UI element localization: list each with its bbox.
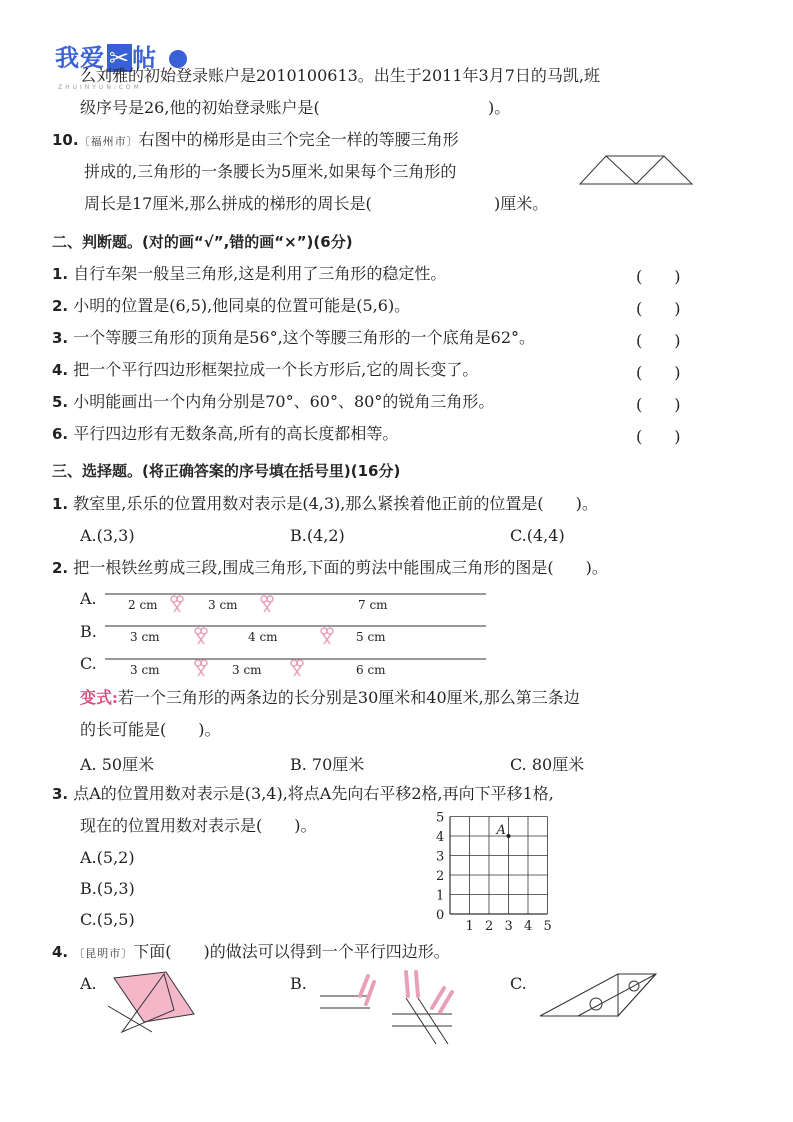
point-a xyxy=(507,834,511,838)
scissors-icon xyxy=(291,660,303,676)
wire-cut-figure xyxy=(100,590,490,685)
grid-x-tick: 5 xyxy=(543,919,552,933)
q9-line2-end: )。 xyxy=(488,98,511,117)
scissors-icon xyxy=(171,596,183,612)
q4-figure-c xyxy=(538,970,660,1020)
pink-sticks xyxy=(360,972,452,1012)
trapezoid-inner-right xyxy=(636,156,664,184)
watermark-sub: ZHUINYUN.COM xyxy=(58,84,142,91)
seg-b1-label: 3 cm xyxy=(130,630,160,644)
q10-line2: 拼成的,三角形的一条腰长为5厘米,如果每个三角形的 xyxy=(84,162,457,181)
seg-a2-label: 3 cm xyxy=(208,598,238,612)
point-a-label: A xyxy=(496,823,506,838)
q10-tag: 〔福州市〕 xyxy=(78,135,139,148)
section2-title: 二、判断题。(对的画“√”,错的画“×”)(6分) xyxy=(52,233,353,251)
answer-blank[interactable]: ( ) xyxy=(636,427,681,446)
watermark-logo: 我爱 ✂帖 xyxy=(55,38,187,73)
s3-q1-text: 1. 教室里,乐乐的位置用数对表示是(4,3),那么紧挨着他正前的位置是( )。 xyxy=(52,494,598,513)
seg-b2-label: 4 cm xyxy=(248,630,278,644)
judge-item: 6. 平行四边形有无数条高,所有的高长度都相等。 xyxy=(52,424,399,443)
q9-line2: 级序号是26,他的初始登录账户是( xyxy=(80,98,320,117)
seg-c1-label: 3 cm xyxy=(130,663,160,677)
grid-y-tick: 1 xyxy=(436,888,445,904)
scissors-icon xyxy=(321,628,333,644)
s3-q2-row-b-label: B. xyxy=(80,622,97,641)
q10-line3-end: )厘米。 xyxy=(494,194,549,213)
s3-q3-option-b: B.(5,3) xyxy=(80,879,135,898)
grid-y-tick: 4 xyxy=(436,830,445,845)
grid-x-tick: 1 xyxy=(465,919,474,933)
scissors-icon xyxy=(261,596,273,612)
grid-y-tick: 3 xyxy=(436,849,445,865)
trapezoid-inner-left xyxy=(606,156,636,184)
answer-blank[interactable]: ( ) xyxy=(636,267,681,286)
s3-q3-option-a: A.(5,2) xyxy=(80,848,135,867)
s3-q4-option-a: A. xyxy=(80,974,97,993)
q10-line3: 周长是17厘米,那么拼成的梯形的周长是( xyxy=(84,194,372,213)
judge-item: 1. 自行车架一般呈三角形,这是利用了三角形的稳定性。 xyxy=(52,264,447,283)
grid-y-tick: 5 xyxy=(436,810,445,826)
s3-q1-option-b: B.(4,2) xyxy=(290,526,345,545)
seg-c3-label: 6 cm xyxy=(356,663,386,677)
judge-item: 2. 小明的位置是(6,5),他同桌的位置可能是(5,6)。 xyxy=(52,296,411,315)
seg-a1-label: 2 cm xyxy=(128,598,158,612)
pink-parallelogram xyxy=(114,972,194,1022)
s3-q4-option-c: C. xyxy=(510,974,527,993)
grid-y-tick: 2 xyxy=(436,869,445,884)
judge-item: 5. 小明能画出一个内角分别是70°、60°、80°的锐角三角形。 xyxy=(52,392,495,411)
answer-blank[interactable]: ( ) xyxy=(636,363,681,382)
answer-blank[interactable]: ( ) xyxy=(636,395,681,414)
s3-q3-option-c: C.(5,5) xyxy=(80,910,135,929)
triangle-ruler-right xyxy=(578,974,656,1016)
triangle-ruler-top xyxy=(618,974,656,1016)
s3-q3-line2: 现在的位置用数对表示是( )。 xyxy=(80,816,317,835)
s3-q4-option-b: B. xyxy=(290,974,307,993)
variant-label: 变式: xyxy=(80,688,118,707)
variant-option-a: A. 50厘米 xyxy=(80,755,155,774)
variant-option-b: B. 70厘米 xyxy=(290,755,365,774)
variant-line2: 的长可能是( )。 xyxy=(80,720,221,739)
scissors-icon xyxy=(195,628,207,644)
s3-q1-option-c: C.(4,4) xyxy=(510,526,565,545)
coordinate-grid xyxy=(428,808,553,933)
answer-blank[interactable]: ( ) xyxy=(636,331,681,350)
grid-x-tick: 3 xyxy=(504,919,513,933)
trapezoid-outline xyxy=(580,156,692,184)
s3-q2-row-c-label: C. xyxy=(80,654,97,673)
q10-number: 10. xyxy=(52,131,79,149)
scissors-icon xyxy=(195,660,207,676)
seg-b3-label: 5 cm xyxy=(356,630,386,644)
answer-blank[interactable]: ( ) xyxy=(636,299,681,318)
s3-q4-text: 4. 〔昆明市〕下面( )的做法可以得到一个平行四边形。 xyxy=(52,942,450,961)
section3-title: 三、选择题。(将正确答案的序号填在括号里)(16分) xyxy=(52,462,401,480)
q4-figure-a xyxy=(104,970,204,1040)
s3-q2-text: 2. 把一根铁丝剪成三段,围成三角形,下面的剪法中能围成三角形的图是( )。 xyxy=(52,558,608,577)
q10-line1: 10.〔福州市〕右图中的梯形是由三个完全一样的等腰三角形 xyxy=(52,130,459,149)
trapezoid-figure xyxy=(578,154,694,188)
s3-q1-option-a: A.(3,3) xyxy=(80,526,135,545)
q4-tag: 〔昆明市〕 xyxy=(73,947,134,960)
variant-option-c: C. 80厘米 xyxy=(510,755,585,774)
grid-x-tick: 2 xyxy=(485,919,494,933)
seg-a3-label: 7 cm xyxy=(358,598,388,612)
grid-x-tick: 4 xyxy=(524,919,533,933)
judge-item: 3. 一个等腰三角形的顶角是56°,这个等腰三角形的一个底角是62°。 xyxy=(52,328,536,347)
q4-figure-b xyxy=(316,968,456,1048)
s3-q3-line1: 3. 点A的位置用数对表示是(3,4),将点A先向右平移2格,再向下平移1格, xyxy=(52,784,554,803)
seg-c2-label: 3 cm xyxy=(232,663,262,677)
triangle-ruler-left xyxy=(540,974,618,1016)
judge-item: 4. 把一个平行四边形框架拉成一个长方形后,它的周长变了。 xyxy=(52,360,479,379)
q9-line1: 么刘雅的初始登录账户是2010100613。出生于2011年3月7日的马凯,班 xyxy=(80,66,600,85)
s3-q2-row-a-label: A. xyxy=(80,589,97,608)
variant-line1: 变式:若一个三角形的两条边的长分别是30厘米和40厘米,那么第三条边 xyxy=(80,688,580,707)
grid-x-tick: 0 xyxy=(436,908,445,923)
